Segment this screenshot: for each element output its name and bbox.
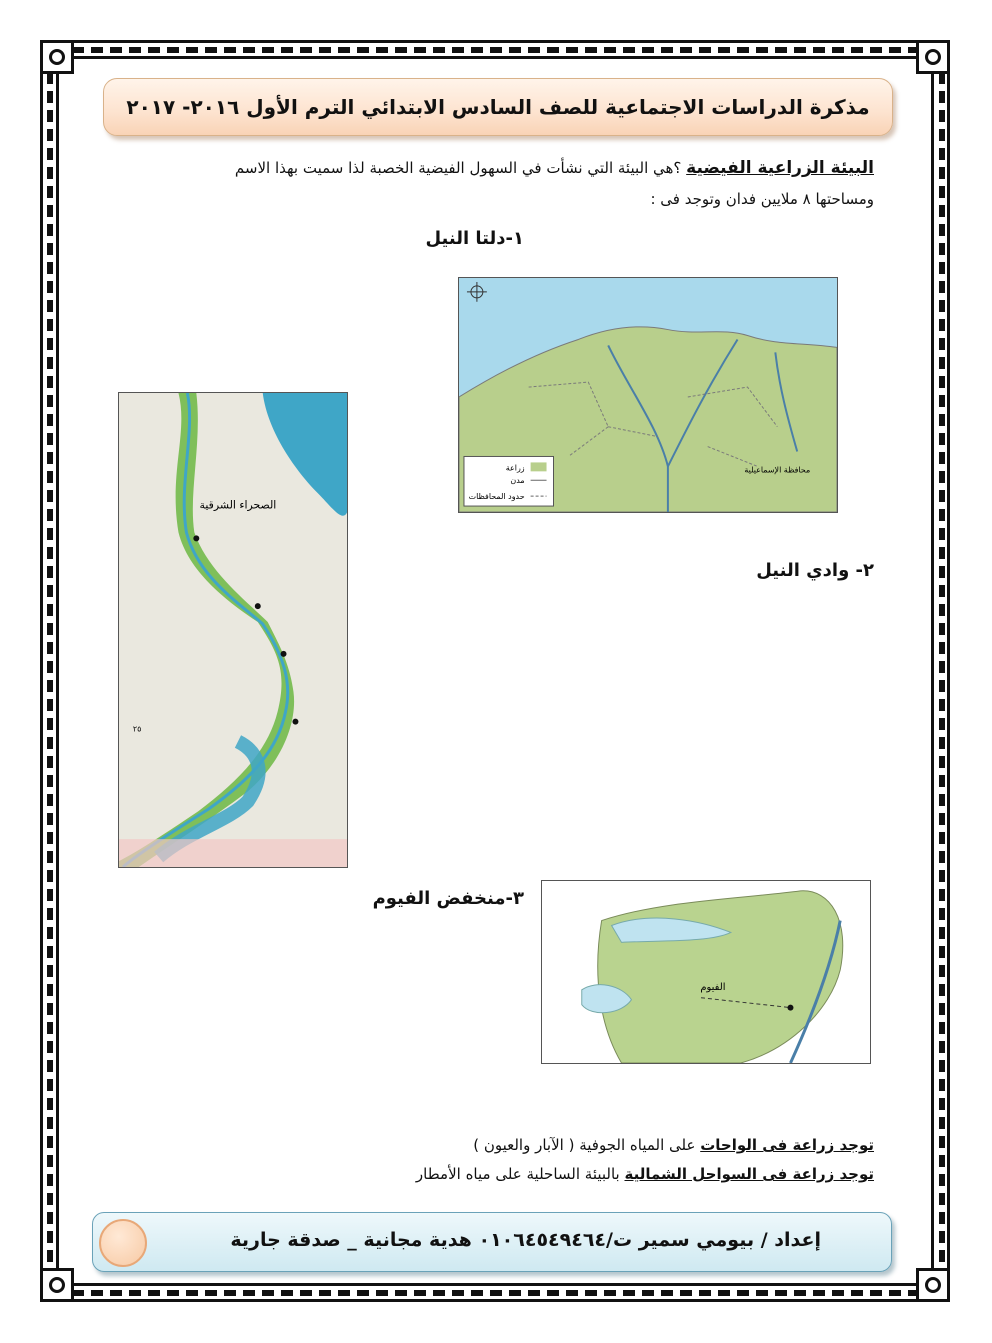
map-label-fayoum: الفيوم	[700, 981, 726, 993]
frame-dash-right	[939, 72, 945, 1270]
map-label-latitude: ٢٥	[132, 724, 142, 734]
legend-label-borders: حدود المحافظات	[468, 492, 525, 502]
city-marker	[292, 719, 298, 725]
note-oases	[473, 1136, 874, 1154]
legend-swatch-agri	[531, 462, 547, 471]
note-oases-term: توجد زراعة فى الواحات	[700, 1136, 874, 1154]
legend-label-cities: مدن	[510, 476, 525, 486]
page-title: مذكرة الدراسات الاجتماعية للصف السادس الابتدائي الترم الأول ٢٠١٦- ٢٠١٧	[126, 95, 870, 119]
city-marker	[788, 1005, 794, 1011]
frame-corner-ornament	[40, 40, 74, 74]
nile-delta-map	[458, 277, 838, 513]
note-coasts-term: توجد زراعة فى السواحل الشمالية	[624, 1165, 874, 1183]
section-heading-delta: ١-دلتا النيل	[425, 228, 524, 249]
section-heading-fayoum: ٣-منخفض الفيوم	[372, 888, 524, 909]
legend-label-agri: زراعة	[505, 463, 525, 473]
intro-term: البيئة الزراعية الفيضية	[686, 158, 874, 178]
intro-definition: ؟هي البيئة التي نشأت في السهول الفيضية الخصبة لذا سميت بهذا الاسم	[234, 159, 687, 177]
frame-corner-ornament	[916, 40, 950, 74]
intro-line-2: ومساحتها ٨ ملايين فدان وتوجد فى :	[650, 190, 874, 208]
city-marker	[281, 651, 287, 657]
frame-dash-bottom	[72, 1290, 918, 1296]
section-heading-valley: ٢- وادي النيل	[756, 560, 874, 581]
frame-dash-left	[47, 72, 53, 1270]
valley-legend-strip	[119, 839, 347, 867]
frame-corner-ornament	[916, 1268, 950, 1302]
city-marker	[193, 535, 199, 541]
map-label-ismailia: محافظة الإسماعيلية	[744, 465, 811, 475]
fayoum-map	[541, 880, 871, 1064]
city-marker	[255, 603, 261, 609]
note-coasts-text: بالبيئة الساحلية على مياه الأمطار	[415, 1165, 625, 1183]
frame-corner-ornament	[40, 1268, 74, 1302]
frame-dash-top	[72, 47, 918, 53]
note-coasts	[416, 1165, 874, 1183]
intro-line-1	[235, 158, 874, 178]
nile-valley-map	[118, 392, 348, 868]
footer-credit: إعداد / بيومي سمير ت/٠١٠٦٤٥٤٩٤٦٤ هدية مجانية _ صدقة جارية	[230, 1229, 821, 1251]
footer-circle-ornament	[99, 1219, 147, 1267]
header-banner	[103, 78, 893, 136]
footer-banner	[92, 1212, 892, 1272]
note-oases-text: على المياه الجوفية ( الآبار والعيون )	[473, 1136, 701, 1154]
map-label-eastern-desert: الصحراء الشرقية	[199, 498, 277, 512]
